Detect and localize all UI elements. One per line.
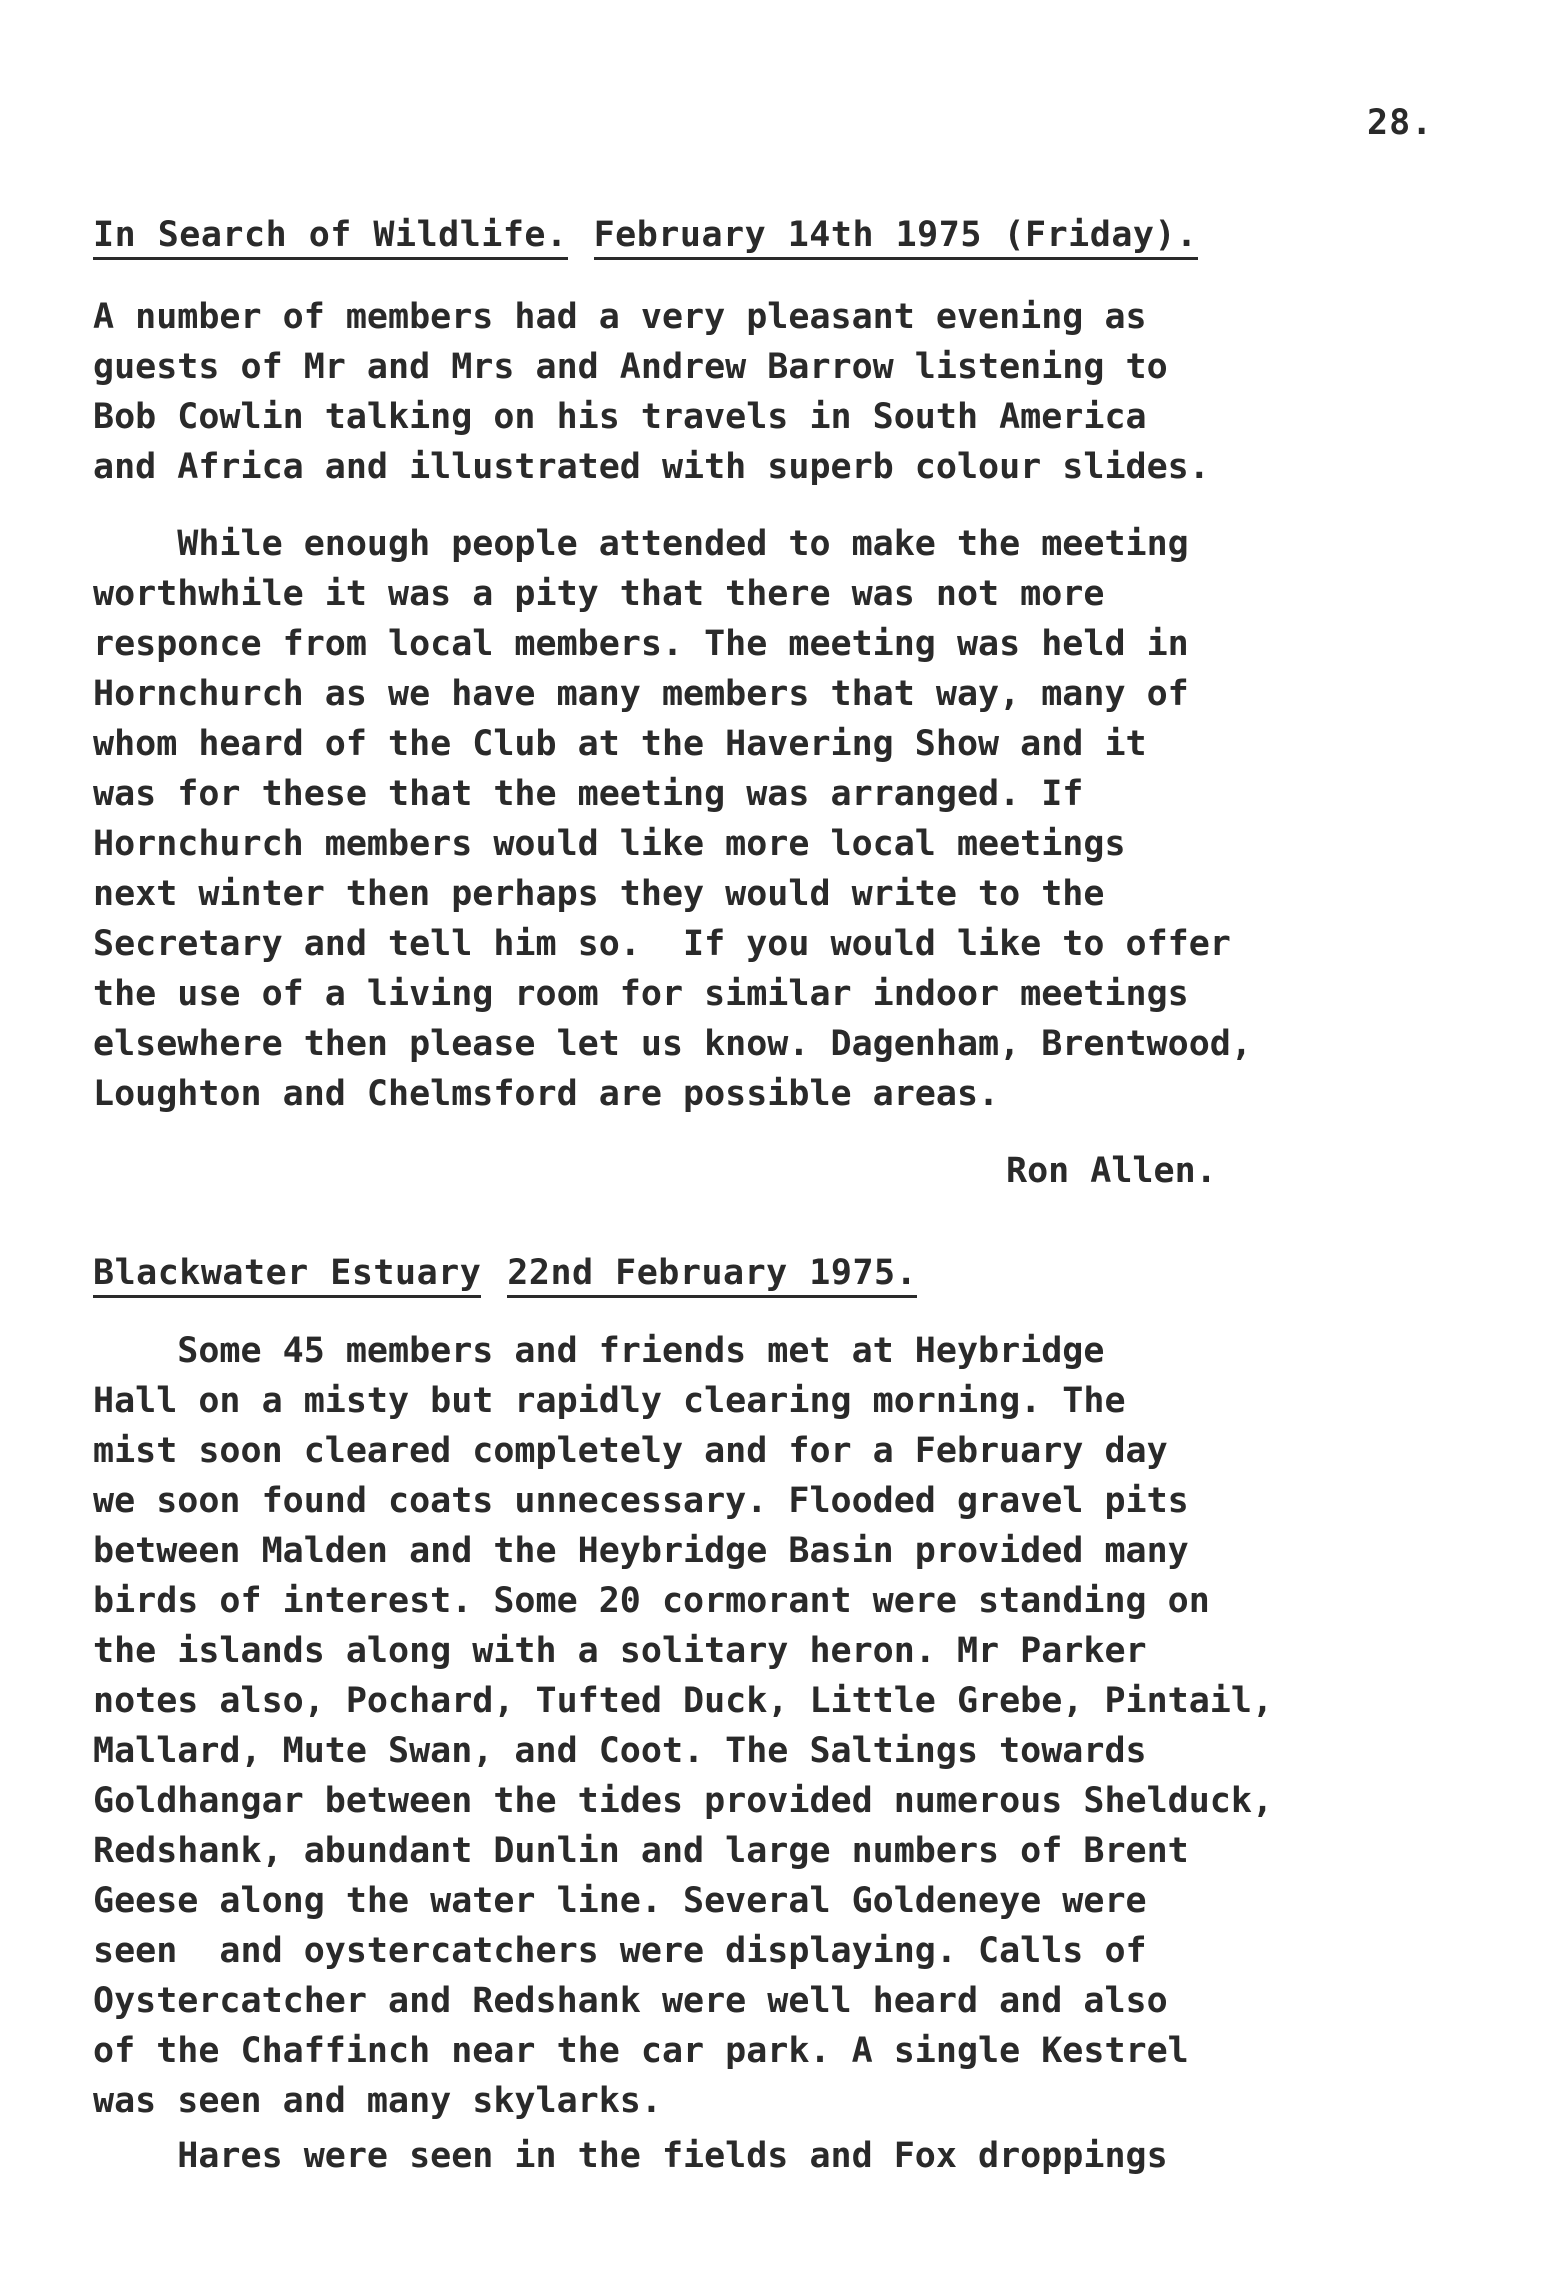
text-line: elsewhere then please let us know. Dagenham, Brentwood, [93,1024,1252,1064]
text-line: notes also, Pochard, Tufted Duck, Little Grebe, Pintail, [93,1681,1274,1721]
author-signature: Ron Allen. [1006,1151,1217,1191]
text-line: While enough people attended to make the meeting [93,524,1189,564]
text-line: Some 45 members and friends met at Heybridge [93,1331,1105,1371]
text-line: responce from local members. The meeting was held in [93,624,1189,664]
heading-title: Blackwater Estuary [93,1253,481,1298]
heading-title: In Search of Wildlife. [93,215,568,260]
text-line: Bob Cowlin talking on his travels in South America [93,397,1147,437]
text-line: whom heard of the Club at the Havering Show and it [93,724,1147,764]
text-line: guests of Mr and Mrs and Andrew Barrow listening to [93,347,1168,387]
heading-date: February 14th 1975 (Friday). [594,215,1198,260]
article1-paragraph-1 [93,292,1513,492]
text-line: Hares were seen in the fields and Fox droppings [93,2136,1168,2176]
text-line: the use of a living room for similar indoor meetings [93,974,1189,1014]
heading-date: 22nd February 1975. [507,1253,917,1298]
text-line: the islands along with a solitary heron. Mr Parker [93,1631,1147,1671]
text-line: Oystercatcher and Redshank were well heard and also [93,1981,1168,2021]
text-line: of the Chaffinch near the car park. A single Kestrel [93,2031,1189,2071]
text-line: Loughton and Chelmsford are possible areas. [93,1074,1000,1114]
text-line: was seen and many skylarks. [93,2081,662,2121]
text-line: Redshank, abundant Dunlin and large numbers of Brent [93,1831,1189,1871]
article1-paragraph-2 [93,519,1513,1119]
text-line: Hornchurch members would like more local meetings [93,824,1126,864]
text-line: was for these that the meeting was arranged. If [93,774,1084,814]
article2-paragraph-1 [93,1326,1513,2126]
article2-paragraph-2 [93,2131,1513,2181]
page-number: 28. [1367,103,1434,143]
text-line: Geese along the water line. Several Goldeneye were [93,1881,1147,1921]
text-line: Mallard, Mute Swan, and Coot. The Saltings towards [93,1731,1147,1771]
article-heading-wildlife [93,215,1198,255]
text-line: seen and oystercatchers were displaying. Calls of [93,1931,1147,1971]
text-line: mist soon cleared completely and for a February day [93,1431,1168,1471]
text-line: we soon found coats unnecessary. Flooded gravel pits [93,1481,1189,1521]
article-heading-blackwater [93,1253,917,1293]
text-line: Hall on a misty but rapidly clearing morning. The [93,1381,1126,1421]
text-line: Goldhangar between the tides provided numerous Shelduck, [93,1781,1274,1821]
text-line: Secretary and tell him so. If you would like to offer [93,924,1231,964]
text-line: between Malden and the Heybridge Basin provided many [93,1531,1189,1571]
text-line: A number of members had a very pleasant evening as [93,297,1147,337]
text-line: birds of interest. Some 20 cormorant were standing on [93,1581,1210,1621]
text-line: and Africa and illustrated with superb colour slides. [93,447,1210,487]
text-line: next winter then perhaps they would write to the [93,874,1105,914]
text-line: worthwhile it was a pity that there was not more [93,574,1105,614]
text-line: Hornchurch as we have many members that way, many of [93,674,1189,714]
